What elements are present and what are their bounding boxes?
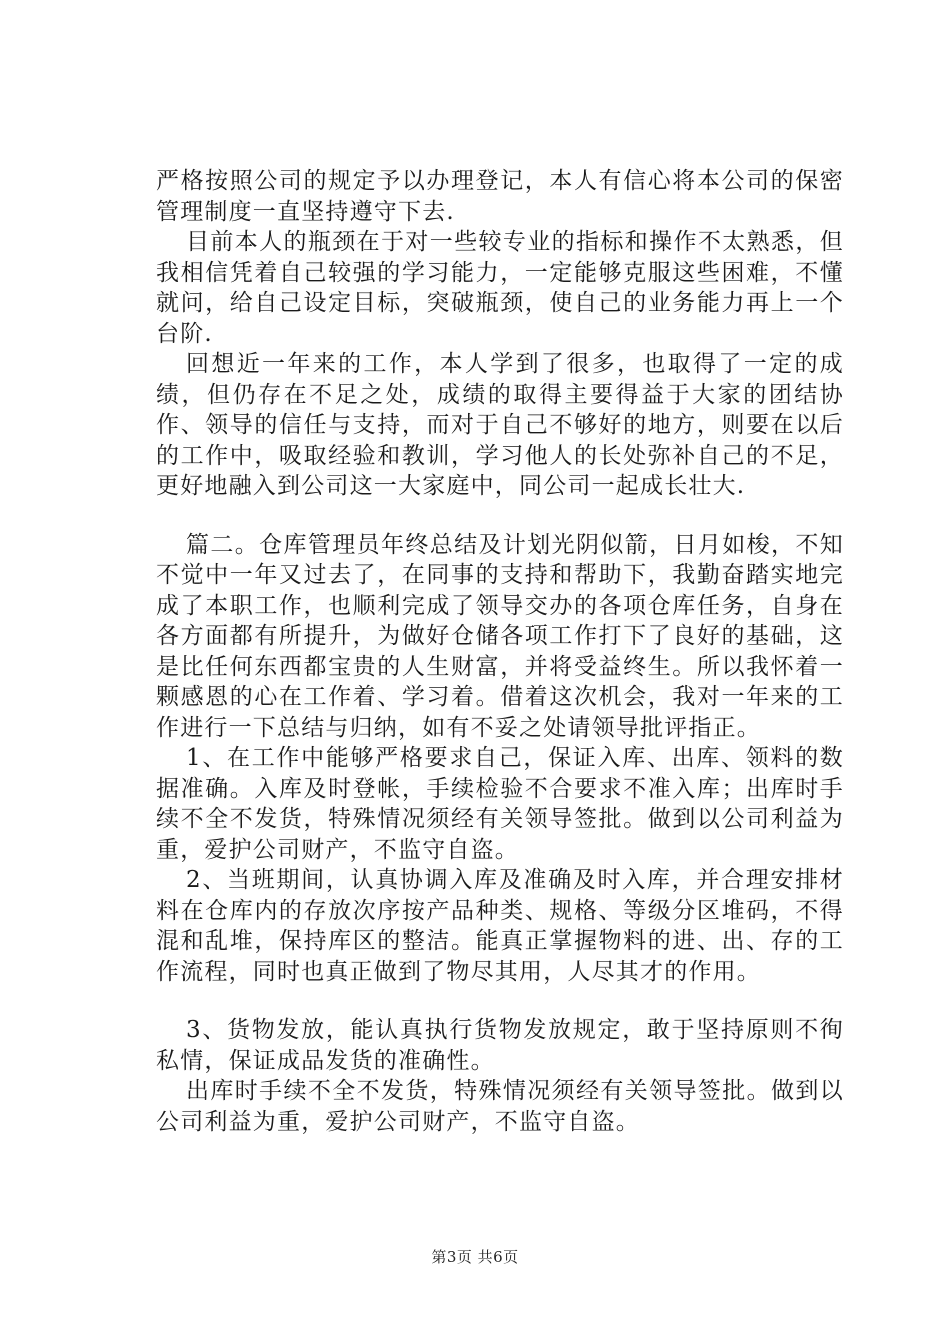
page-number-footer: 第3页 共6页 (431, 1248, 519, 1266)
document-body (156, 166, 844, 1137)
paragraph-item-1: 1、在工作中能够严格要求自己，保证入库、出库、领料的数据准确。入库及时登帐，手续检验不合要求不准入库；出库时手续不全不发货，特殊情况须经有关领导签批。做到以公司利益为重，爱护公司财产，不监守自盗。 (156, 745, 844, 863)
paragraph-review: 回想近一年来的工作，本人学到了很多，也取得了一定的成绩，但仍存在不足之处，成绩的取得主要得益于大家的团结协作、领导的信任与支持，而对于自己不够好的地方，则要在以后的工作中，吸取经验和教训，学习他人的长处弥补自己的不足，更好地融入到公司这一大家庭中，同公司一起成长壮大. (156, 351, 844, 499)
paragraph-confidentiality: 严格按照公司的规定予以办理登记，本人有信心将本公司的保密管理制度一直坚持遵守下去. (156, 168, 844, 225)
paragraph-item-3: 3、货物发放，能认真执行货物发放规定，敢于坚持原则不徇私情，保证成品发货的准确性。 (156, 1017, 844, 1074)
paragraph-bottleneck: 目前本人的瓶颈在于对一些较专业的指标和操作不太熟悉，但我相信凭着自己较强的学习能力，一定能够克服这些困难，不懂就问，给自己设定目标，突破瓶颈，使自己的业务能力再上一个台阶. (156, 229, 844, 347)
paragraph-outbound-rule: 出库时手续不全不发货，特殊情况须经有关领导签批。做到以公司利益为重，爱护公司财产，不监守自盗。 (156, 1078, 844, 1135)
paragraph-part-two-intro: 篇二。仓库管理员年终总结及计划光阴似箭，日月如梭，不知不觉中一年又过去了，在同事的支持和帮助下，我勤奋踏实地完成了本职工作，也顺利完成了领导交办的各项仓库任务，自身在各方面都有所提升，为做好仓储各项工作打下了良好的基础，这是比任何东西都宝贵的人生财富，并将受益终生。所以我怀着一颗感恩的心在工作着、学习着。借着这次机会，我对一年来的工作进行一下总结与归纳，如有不妥之处请领导批评指正。 (156, 531, 844, 741)
paragraph-item-2: 2、当班期间，认真协调入库及准确及时入库，并合理安排材料在仓库内的存放次序按产品种类、规格、等级分区堆码，不得混和乱堆，保持库区的整洁。能真正掌握物料的进、出、存的工作流程，同时也真正做到了物尽其用，人尽其才的作用。 (156, 867, 844, 985)
